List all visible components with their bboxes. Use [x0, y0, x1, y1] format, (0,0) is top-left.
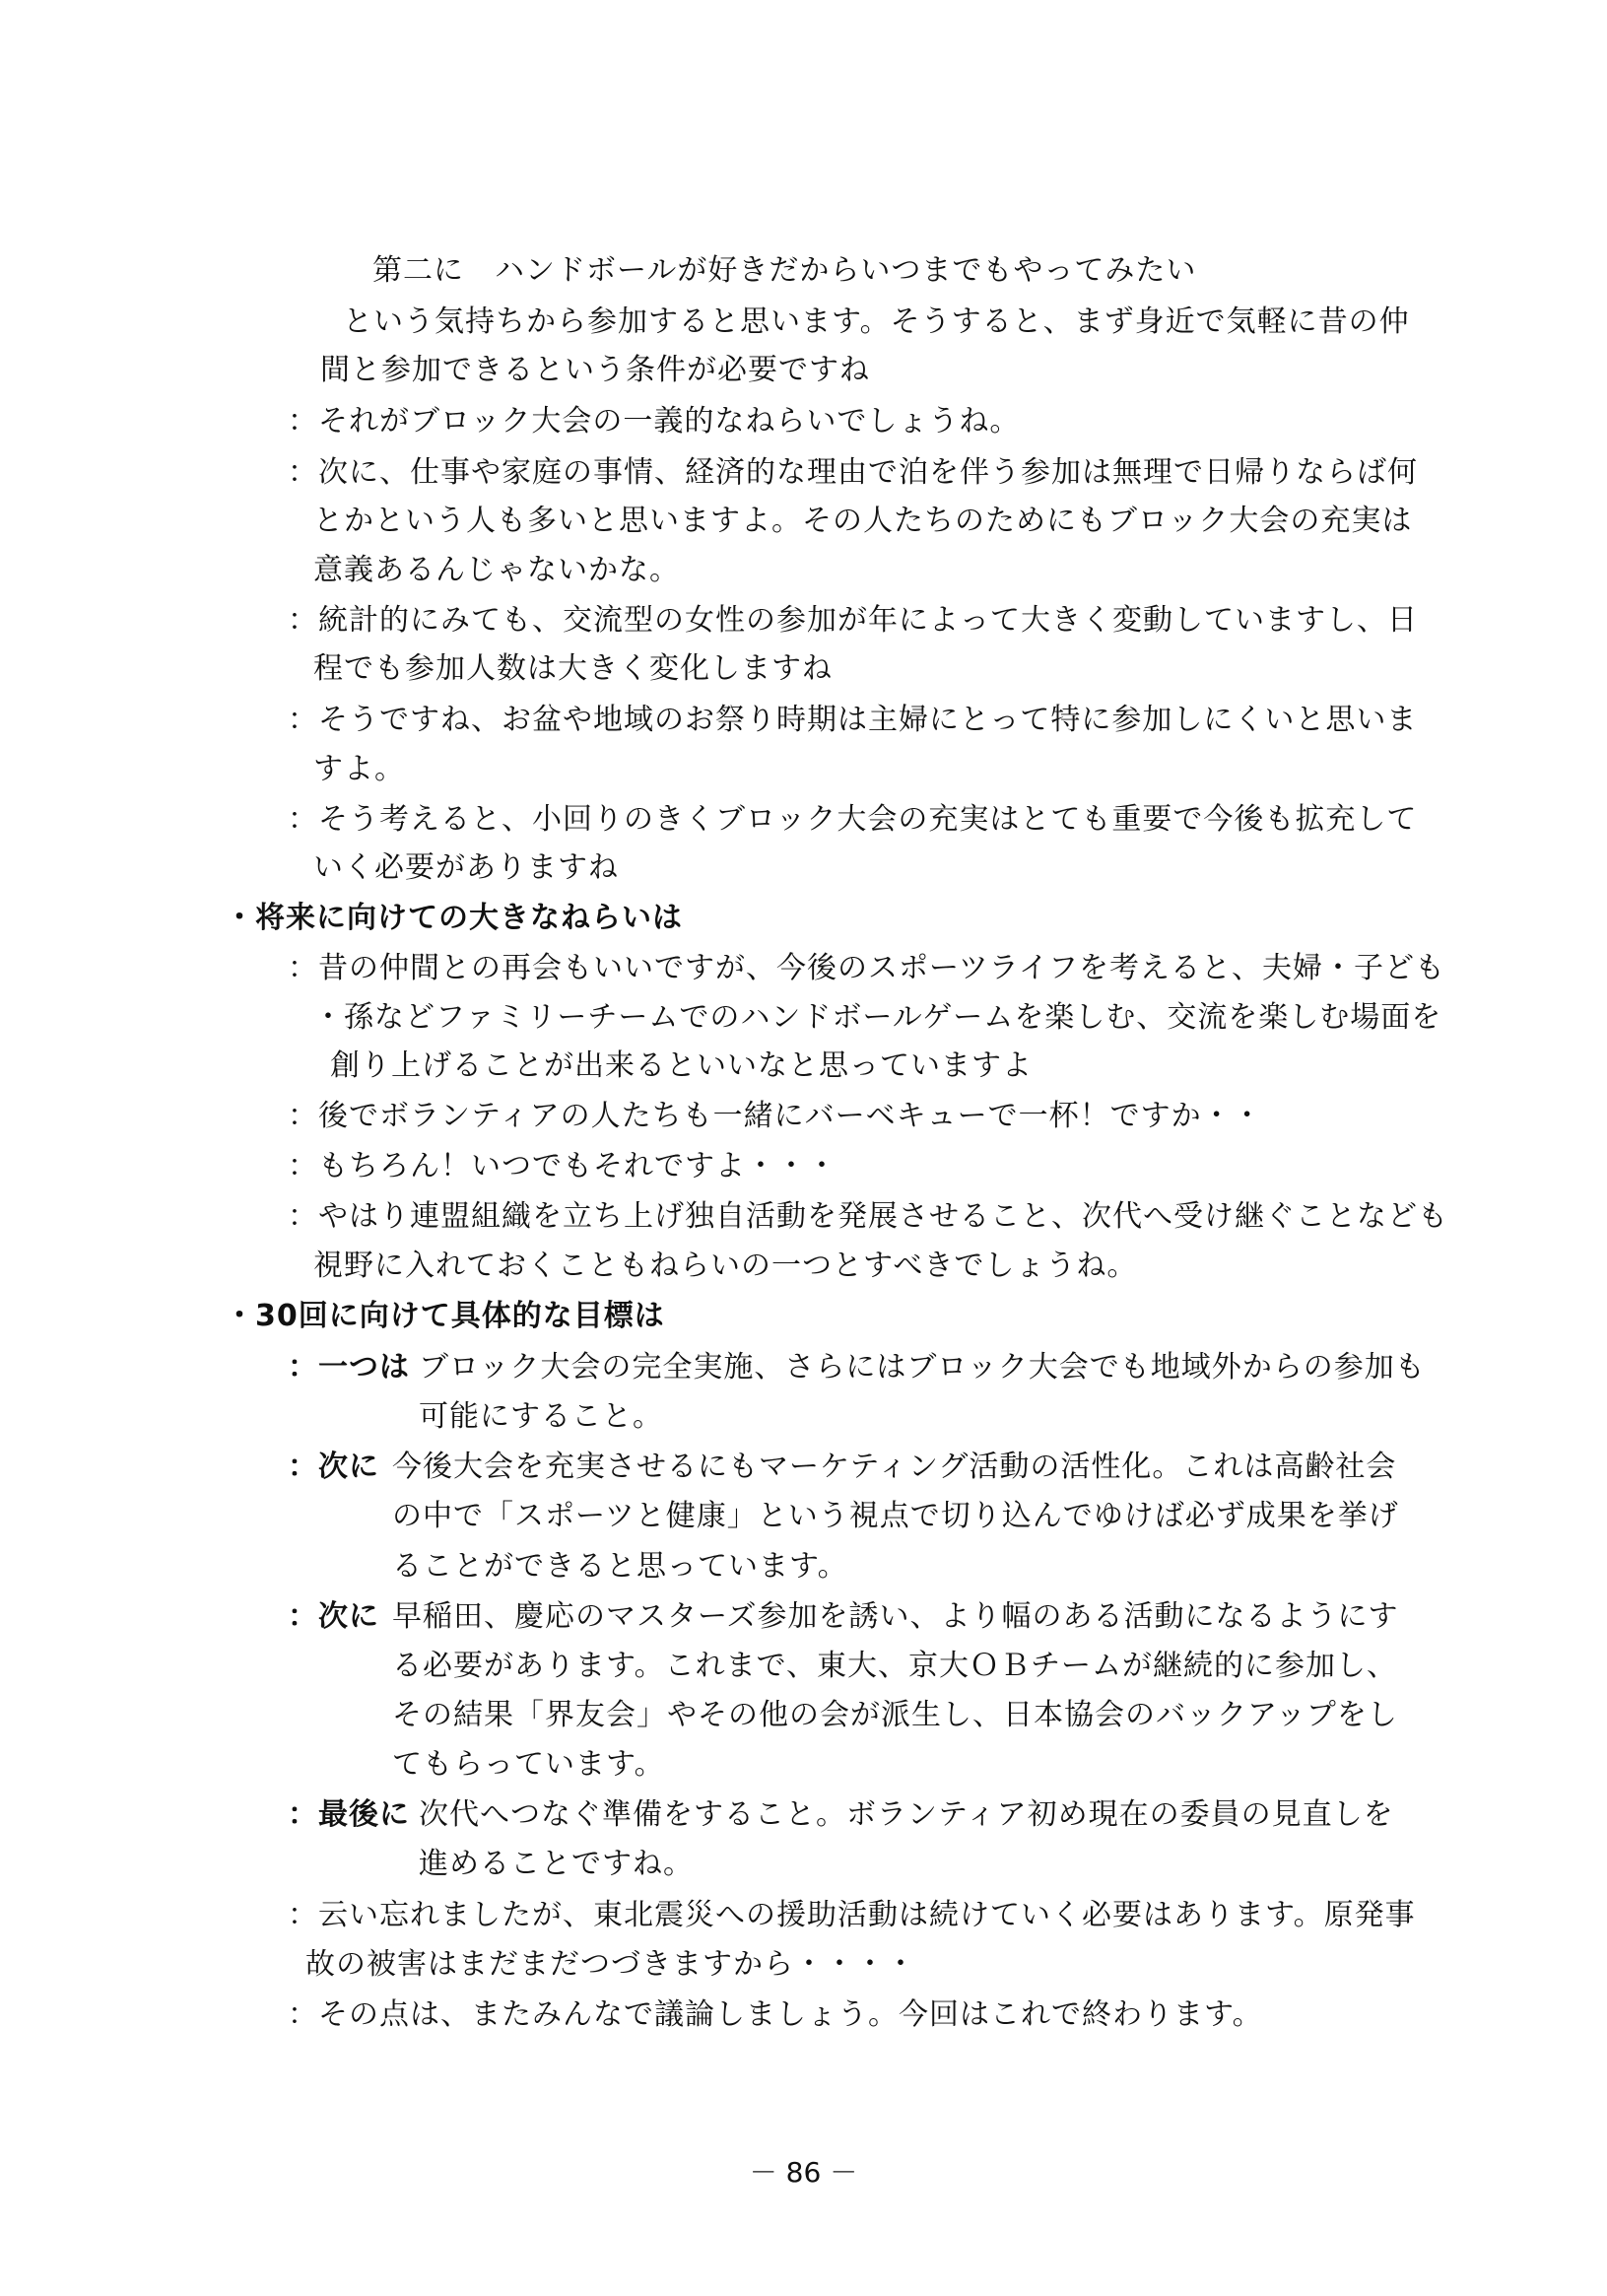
text-line: ：後でボランティアの人たちも一緒にバーベキューで一杯！ですか・・ [288, 1099, 1263, 1133]
text-line: 進めることですね。 [419, 1847, 694, 1881]
text-line: すよ。 [313, 752, 405, 786]
page-number: － 86 － [749, 2156, 858, 2189]
text-line: 今後大会を充実させるにもマーケティング活動の活性化。これは高齢社会 [392, 1450, 1397, 1484]
text-line: ：次に、仕事や家庭の事情、経済的な理由で泊を伴う参加は無理で日帰りならば何 [288, 455, 1418, 490]
text-line: ：それがブロック大会の一義的なねらいでしょうね。 [288, 404, 1021, 439]
text-line: 創り上げることが出来るといいなと思っていますよ [330, 1048, 1033, 1083]
text-line: ：昔の仲間との再会もいいですが、今後のスポーツライフを考えると、夫婦・子ども [288, 951, 1445, 985]
text-line: ：云い忘れましたが、東北震災への援助活動は続けていく必要はあります。原発事 [288, 1898, 1416, 1932]
text-line: その結果「界友会」やその他の会が派生し、日本協会のバックアップをし [392, 1698, 1398, 1732]
text-line: 第二に ハンドボールが好きだからいつまでもやってみたい [372, 253, 1197, 288]
text-line: ・孫などファミリーチームでのハンドボールゲームを楽しむ、交流を楽しむ場面を [313, 1000, 1442, 1035]
text-line: ：やはり連盟組織を立ち上げ独自活動を発展させること、次代へ受け継ぐことなども [288, 1199, 1448, 1234]
item-label-next: ：次に [288, 1450, 379, 1484]
text-line: 間と参加できるという条件が必要ですね [320, 353, 870, 387]
text-line: てもらっています。 [392, 1747, 665, 1782]
text-line: 程でも参加人数は大きく変化しますね [313, 651, 833, 686]
text-line: 早稲田、慶応のマスターズ参加を誘い、より幅のある活動になるようにす [392, 1599, 1399, 1634]
text-line: 視野に入れておくこともねらいの一つとすべきでしょうね。 [313, 1249, 1138, 1283]
text-line: 可能にすること。 [419, 1399, 663, 1434]
text-line: ：もちろん！いつでもそれですよ・・・ [288, 1149, 837, 1183]
text-line: 故の被害はまだまだつづきますから・・・・ [305, 1947, 916, 1982]
text-line: ることができると思っています。 [392, 1549, 848, 1584]
text-line: ：そう考えると、小回りのきくブロック大会の充実はとても重要で今後も拡充して [288, 802, 1418, 837]
text-line: とかという人も多いと思いますよ。その人たちのためにもブロック大会の充実は [313, 504, 1413, 538]
text-line: ：その点は、またみんなで議論しましょう。今回はこれで終わります。 [288, 1997, 1263, 2032]
text-line: ：統計的にみても、交流型の女性の参加が年によって大きく変動していますし、日 [288, 603, 1418, 638]
text-line: の中で「スポーツと健康」という視点で切り込んでゆけば必ず成果を挙げ [392, 1499, 1399, 1533]
item-label-last: ：最後に [288, 1797, 410, 1832]
text-line: という気持ちから参加すると思います。そうすると、まず身近で気軽に昔の仲 [343, 304, 1410, 339]
item-label-first: ：一つは [288, 1350, 410, 1384]
text-line: いく必要がありますね [313, 850, 619, 885]
text-line: ブロック大会の完全実施、さらにはブロック大会でも地域外からの参加も [419, 1350, 1426, 1384]
text-line: る必要があります。これまで、東大、京大ＯＢチームが継続的に参加し、 [392, 1649, 1397, 1683]
section-heading-future-goals: ・将来に向けての大きなねらいは [225, 901, 683, 935]
text-line: 意義あるんじゃないかな。 [313, 553, 680, 587]
section-heading-30th-targets: ・30回に向けて具体的な目標は [225, 1299, 665, 1333]
item-label-next: ：次に [288, 1599, 379, 1634]
text-line: 次代へつなぐ準備をすること。ボランティア初め現在の委員の見直しを [419, 1797, 1394, 1832]
text-line: ：そうですね、お盆や地域のお祭り時期は主婦にとって特に参加しにくいと思いま [288, 703, 1418, 737]
